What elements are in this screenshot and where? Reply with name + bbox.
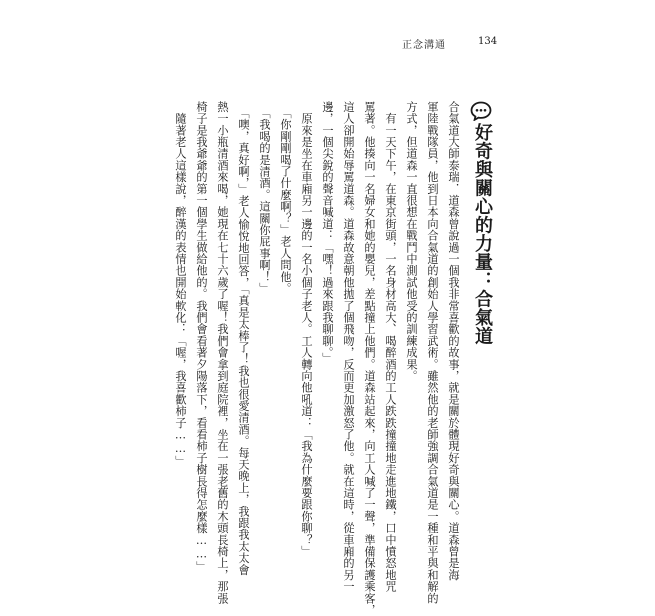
- section-heading: [469, 101, 495, 541]
- page-header: [0, 32, 655, 52]
- text-column: 這人卻開始辱罵道森。道森故意朝他拋了個飛吻，反而更加激怒了他。就在這時，從車廂的另一: [342, 101, 355, 593]
- text-column: 合氣道大師泰瑞．道森曾說過一個我非常喜歡的故事，就是關於體現好奇與關心。道森曾是海: [447, 101, 460, 581]
- text-column: 罵著。他揍向一名婦女和她的嬰兒，差點撞上他們。道森站起來，向工人喊了一聲，準備保護乘客，: [363, 101, 376, 616]
- text-column: 原來是坐在車廂另一邊的一名小個子老人。工人轉向他吼道：「我為什麼要跟你聊？」: [300, 101, 313, 558]
- page-number: 134: [478, 36, 498, 47]
- text-column: 有一天下午，在東京街頭，一名身材高大、喝醉酒的工人跌跌撞撞地走進地鐵，口中憤怒地咒: [384, 101, 397, 593]
- running-title: 正念溝通: [402, 40, 446, 51]
- section-title: 好奇與關心的力量：合氣道: [472, 123, 493, 345]
- text-column: 「噢，真好啊，」老人愉悅地回答，「真是太棒了！我也很愛清酒。每天晚上，我跟我太太會: [237, 101, 250, 576]
- text-column: 邊，一個尖銳的聲音喊道：「嘿！過來跟我聊聊。」: [321, 101, 334, 365]
- text-column: 椅子是我爺爺的第一個學生做給他的。我們會看著夕陽落下，看看柿子樹長得怎麼樣……」: [195, 101, 208, 573]
- text-column: 「我喝的是清酒。這關你屁事啊！」: [258, 101, 271, 295]
- speech-bubble-icon: [470, 101, 492, 121]
- text-column: 隨著老人這樣說，醉漢的表情也開始軟化：「喔，我喜歡柿子……」: [174, 101, 187, 468]
- text-column: 熱一小瓶清酒來喝，她現在七十六歲了喔！我們會拿到庭院裡，坐在一張老舊的木頭長椅上，那張: [216, 101, 229, 605]
- text-column: 方式，但道森一直很想在戰鬥中測試他受的訓練成果。: [405, 101, 418, 382]
- text-column: 「你剛剛喝了什麼啊？」老人問他。: [279, 101, 292, 295]
- body-text: [171, 101, 461, 616]
- text-column: 軍陸戰隊員，他到日本向合氣道的創始人學習武術。雖然他的老師強調合氣道是一種和平與和解的: [426, 101, 439, 605]
